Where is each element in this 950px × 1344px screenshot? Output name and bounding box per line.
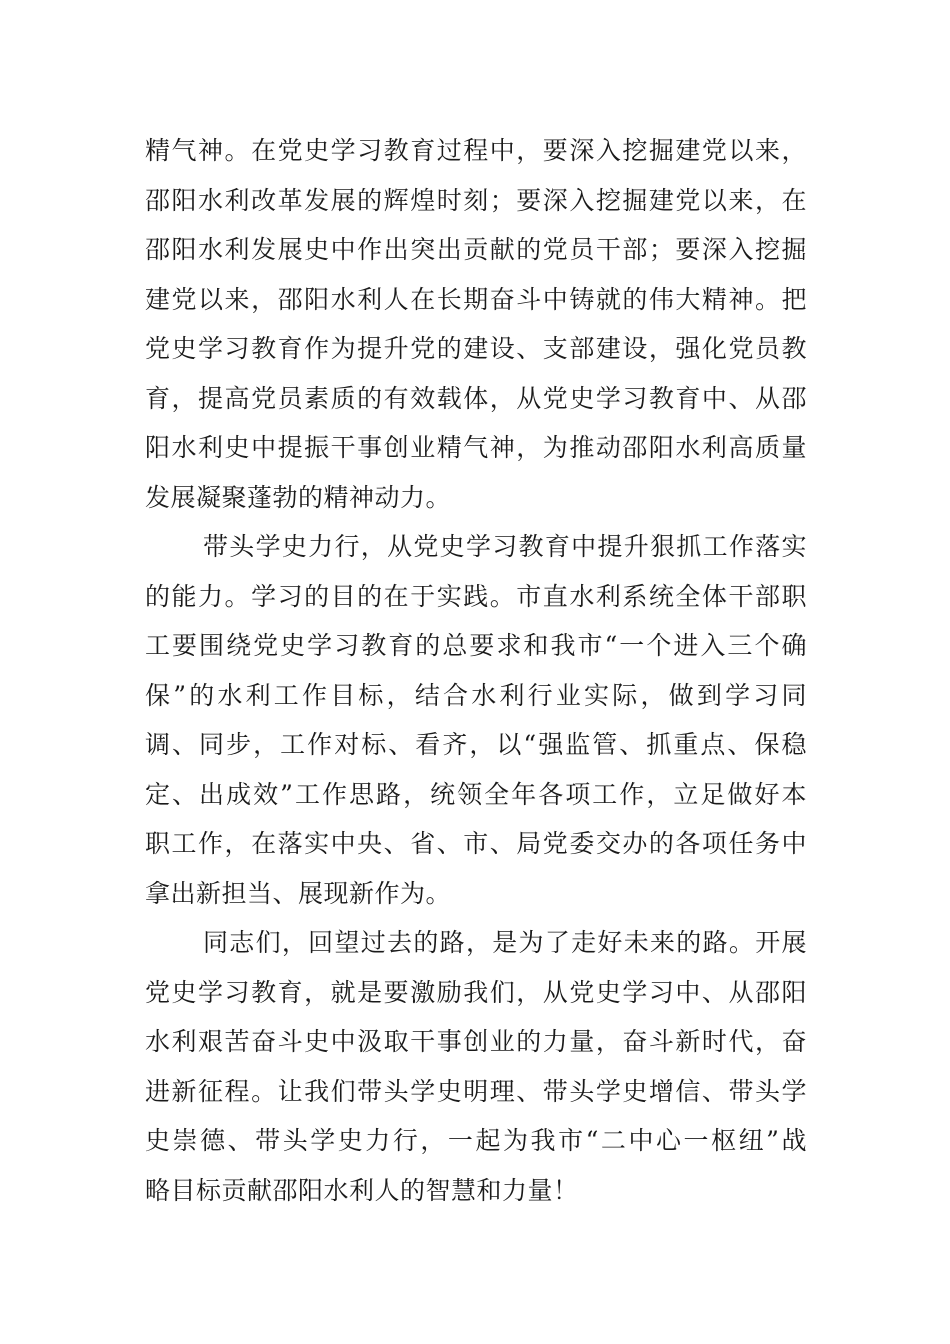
text-line: 调、同步，工作对标、看齐，以“强监管、抓重点、保稳 bbox=[145, 730, 807, 759]
text-line: 邵阳水利发展史中作出突出贡献的党员干部；要深入挖掘 bbox=[145, 235, 807, 264]
text-line: 邵阳水利改革发展的辉煌时刻；要深入挖掘建党以来，在 bbox=[145, 185, 807, 215]
text-line: 拿出新担当、展现新作为。 bbox=[145, 878, 452, 908]
paragraph-2 bbox=[145, 522, 807, 918]
text-line: 党史学习教育作为提升党的建设、支部建设，强化党员教 bbox=[145, 334, 807, 363]
text-line: 定、出成效”工作思路，统领全年各项工作，立足做好本 bbox=[145, 779, 807, 809]
text-line: 职工作，在落实中央、省、市、局党委交办的各项任务中 bbox=[145, 829, 807, 858]
text-line: 阳水利史中提振干事创业精气神，为推动邵阳水利高质量 bbox=[145, 433, 807, 462]
paragraph-3 bbox=[145, 918, 807, 1215]
text-line: 的能力。学习的目的在于实践。市直水利系统全体干部职 bbox=[145, 581, 807, 611]
text-line: 略目标贡献邵阳水利人的智慧和力量！ bbox=[145, 1175, 579, 1205]
text-line: 精气神。在党史学习教育过程中，要深入挖掘建党以来， bbox=[145, 136, 807, 165]
text-line: 建党以来，邵阳水利人在长期奋斗中铸就的伟大精神。把 bbox=[145, 284, 807, 314]
text-line: 保”的水利工作目标，结合水利行业实际，做到学习同 bbox=[145, 680, 807, 710]
paragraph-1 bbox=[145, 126, 807, 522]
text-line: 发展凝聚蓬勃的精神动力。 bbox=[145, 482, 452, 512]
text-line: 水利艰苦奋斗史中汲取干事创业的力量，奋斗新时代，奋 bbox=[145, 1027, 807, 1056]
body-text bbox=[145, 126, 807, 1215]
text-line: 育，提高党员素质的有效载体，从党史学习教育中、从邵 bbox=[145, 383, 807, 413]
text-line: 党史学习教育，就是要激励我们，从党史学习中、从邵阳 bbox=[145, 977, 807, 1007]
text-line: 同志们，回望过去的路，是为了走好未来的路。开展 bbox=[203, 928, 807, 957]
text-line: 史崇德、带头学史力行，一起为我市“二中心一枢纽”战 bbox=[145, 1126, 807, 1155]
text-line: 工要围绕党史学习教育的总要求和我市“一个进入三个确 bbox=[145, 631, 807, 660]
text-line: 带头学史力行，从党史学习教育中提升狠抓工作落实 bbox=[203, 532, 807, 561]
text-line: 进新征程。让我们带头学史明理、带头学史增信、带头学 bbox=[145, 1076, 807, 1106]
